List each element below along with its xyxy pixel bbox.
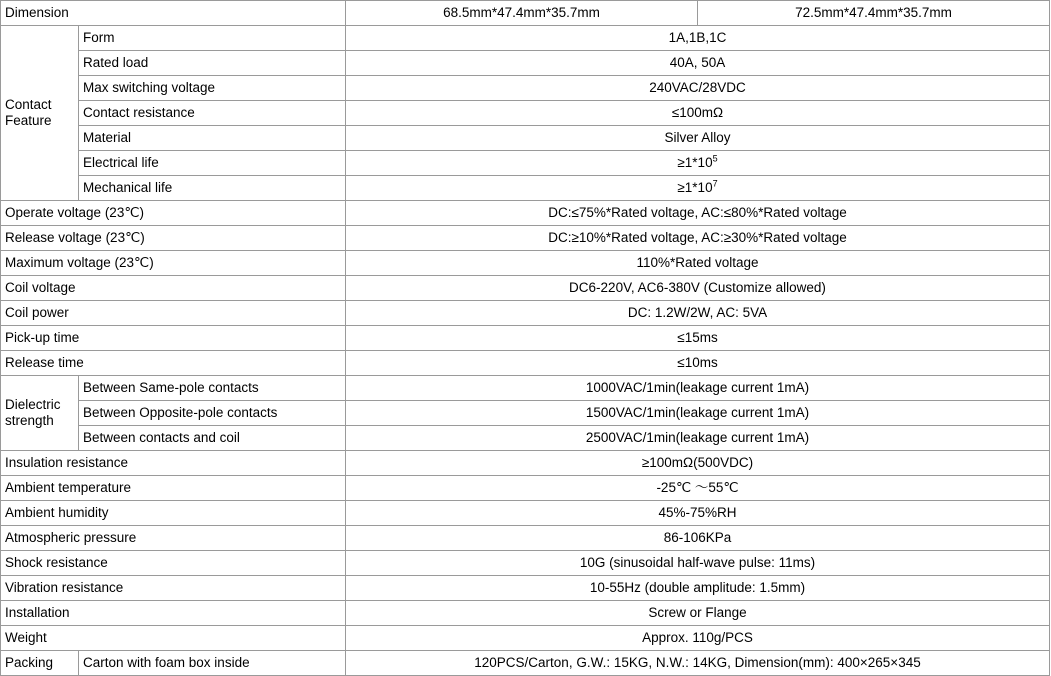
row-label-between-opposite-pole-contacts: Between Opposite-pole contacts bbox=[79, 401, 346, 426]
row-value-form: 1A,1B,1C bbox=[346, 26, 1050, 51]
table-row bbox=[1, 476, 1050, 501]
table-row bbox=[1, 526, 1050, 551]
row-value-coil-power: DC: 1.2W/2W, AC: 5VA bbox=[346, 301, 1050, 326]
table-row bbox=[1, 226, 1050, 251]
row-value-insulation-resistance: ≥100mΩ(500VDC) bbox=[346, 451, 1050, 476]
row-value-vibration-resistance: 10-55Hz (double amplitude: 1.5mm) bbox=[346, 576, 1050, 601]
row-value-release-voltage: DC:≥10%*Rated voltage, AC:≥30%*Rated voltage bbox=[346, 226, 1050, 251]
row-label-coil-voltage: Coil voltage bbox=[1, 276, 346, 301]
table-row bbox=[1, 201, 1050, 226]
row-value-maximum-voltage: 110%*Rated voltage bbox=[346, 251, 1050, 276]
row-label-operate-voltage: Operate voltage (23℃) bbox=[1, 201, 346, 226]
row-value-packing: 120PCS/Carton, G.W.: 15KG, N.W.: 14KG, Dimension(mm): 400×265×345 bbox=[346, 651, 1050, 676]
row-label-between-contacts-and-coil: Between contacts and coil bbox=[79, 426, 346, 451]
table-row bbox=[1, 176, 1050, 201]
table-row bbox=[1, 51, 1050, 76]
group-label-contact-feature-line1: Contact bbox=[5, 97, 52, 113]
row-label-atmospheric-pressure: Atmospheric pressure bbox=[1, 526, 346, 551]
table-row bbox=[1, 101, 1050, 126]
row-value-mechanical-life bbox=[346, 176, 1050, 201]
row-value-operate-voltage: DC:≤75%*Rated voltage, AC:≤80%*Rated voltage bbox=[346, 201, 1050, 226]
row-label-contact-resistance: Contact resistance bbox=[79, 101, 346, 126]
table-row-packing bbox=[1, 651, 1050, 676]
row-label-between-same-pole-contacts: Between Same-pole contacts bbox=[79, 376, 346, 401]
table-row bbox=[1, 551, 1050, 576]
table-row bbox=[1, 326, 1050, 351]
table-row bbox=[1, 351, 1050, 376]
group-label-dielectric-strength-line1: Dielectric bbox=[5, 397, 61, 413]
row-value-coil-voltage: DC6-220V, AC6-380V (Customize allowed) bbox=[346, 276, 1050, 301]
row-label-dimension: Dimension bbox=[1, 1, 346, 26]
row-label-max-switching-voltage: Max switching voltage bbox=[79, 76, 346, 101]
row-value-between-contacts-and-coil: 2500VAC/1min(leakage current 1mA) bbox=[346, 426, 1050, 451]
table-row bbox=[1, 251, 1050, 276]
table-row bbox=[1, 76, 1050, 101]
electrical-life-base: ≥1*10 bbox=[677, 155, 713, 171]
row-label-release-voltage: Release voltage (23℃) bbox=[1, 226, 346, 251]
row-value-installation: Screw or Flange bbox=[346, 601, 1050, 626]
electrical-life-exponent: 5 bbox=[712, 153, 718, 164]
table-row bbox=[1, 301, 1050, 326]
row-label-shock-resistance: Shock resistance bbox=[1, 551, 346, 576]
row-label-ambient-humidity: Ambient humidity bbox=[1, 501, 346, 526]
mechanical-life-base: ≥1*10 bbox=[677, 180, 713, 196]
row-value-pick-up-time: ≤15ms bbox=[346, 326, 1050, 351]
table-row bbox=[1, 26, 1050, 51]
mechanical-life-exponent: 7 bbox=[712, 178, 718, 189]
row-value-shock-resistance: 10G (sinusoidal half-wave pulse: 11ms) bbox=[346, 551, 1050, 576]
dimension-value-1: 68.5mm*47.4mm*35.7mm bbox=[346, 1, 698, 26]
row-value-electrical-life bbox=[346, 151, 1050, 176]
row-value-between-opposite-pole-contacts: 1500VAC/1min(leakage current 1mA) bbox=[346, 401, 1050, 426]
row-label-electrical-life: Electrical life bbox=[79, 151, 346, 176]
group-label-contact-feature-line2: Feature bbox=[5, 113, 52, 128]
row-label-form: Form bbox=[79, 26, 346, 51]
row-value-contact-resistance: ≤100mΩ bbox=[346, 101, 1050, 126]
row-label-rated-load: Rated load bbox=[79, 51, 346, 76]
row-sublabel-packing: Carton with foam box inside bbox=[79, 651, 346, 676]
row-value-release-time: ≤10ms bbox=[346, 351, 1050, 376]
row-label-ambient-temperature: Ambient temperature bbox=[1, 476, 346, 501]
row-value-weight: Approx. 110g/PCS bbox=[346, 626, 1050, 651]
row-label-mechanical-life: Mechanical life bbox=[79, 176, 346, 201]
table-row bbox=[1, 426, 1050, 451]
row-label-weight: Weight bbox=[1, 626, 346, 651]
group-label-dielectric-strength bbox=[1, 376, 79, 451]
table-row bbox=[1, 126, 1050, 151]
row-value-material: Silver Alloy bbox=[346, 126, 1050, 151]
row-label-material: Material bbox=[79, 126, 346, 151]
row-label-insulation-resistance: Insulation resistance bbox=[1, 451, 346, 476]
table-row bbox=[1, 501, 1050, 526]
row-label-release-time: Release time bbox=[1, 351, 346, 376]
row-label-coil-power: Coil power bbox=[1, 301, 346, 326]
table-row bbox=[1, 451, 1050, 476]
dimension-value-2: 72.5mm*47.4mm*35.7mm bbox=[698, 1, 1050, 26]
table-row-dimension bbox=[1, 1, 1050, 26]
row-label-pick-up-time: Pick-up time bbox=[1, 326, 346, 351]
row-value-between-same-pole-contacts: 1000VAC/1min(leakage current 1mA) bbox=[346, 376, 1050, 401]
row-value-max-switching-voltage: 240VAC/28VDC bbox=[346, 76, 1050, 101]
table-row bbox=[1, 401, 1050, 426]
table-row bbox=[1, 376, 1050, 401]
row-value-atmospheric-pressure: 86-106KPa bbox=[346, 526, 1050, 551]
table-row bbox=[1, 576, 1050, 601]
row-label-packing: Packing bbox=[1, 651, 79, 676]
row-label-vibration-resistance: Vibration resistance bbox=[1, 576, 346, 601]
row-value-ambient-temperature: -25℃ ～55℃ bbox=[346, 476, 1050, 501]
table-row bbox=[1, 626, 1050, 651]
group-label-contact-feature bbox=[1, 26, 79, 201]
row-label-maximum-voltage: Maximum voltage (23℃) bbox=[1, 251, 346, 276]
table-row bbox=[1, 276, 1050, 301]
group-label-dielectric-strength-line2: strength bbox=[5, 413, 54, 428]
row-label-installation: Installation bbox=[1, 601, 346, 626]
table-row bbox=[1, 151, 1050, 176]
row-value-ambient-humidity: 45%-75%RH bbox=[346, 501, 1050, 526]
table-row bbox=[1, 601, 1050, 626]
row-value-rated-load: 40A, 50A bbox=[346, 51, 1050, 76]
